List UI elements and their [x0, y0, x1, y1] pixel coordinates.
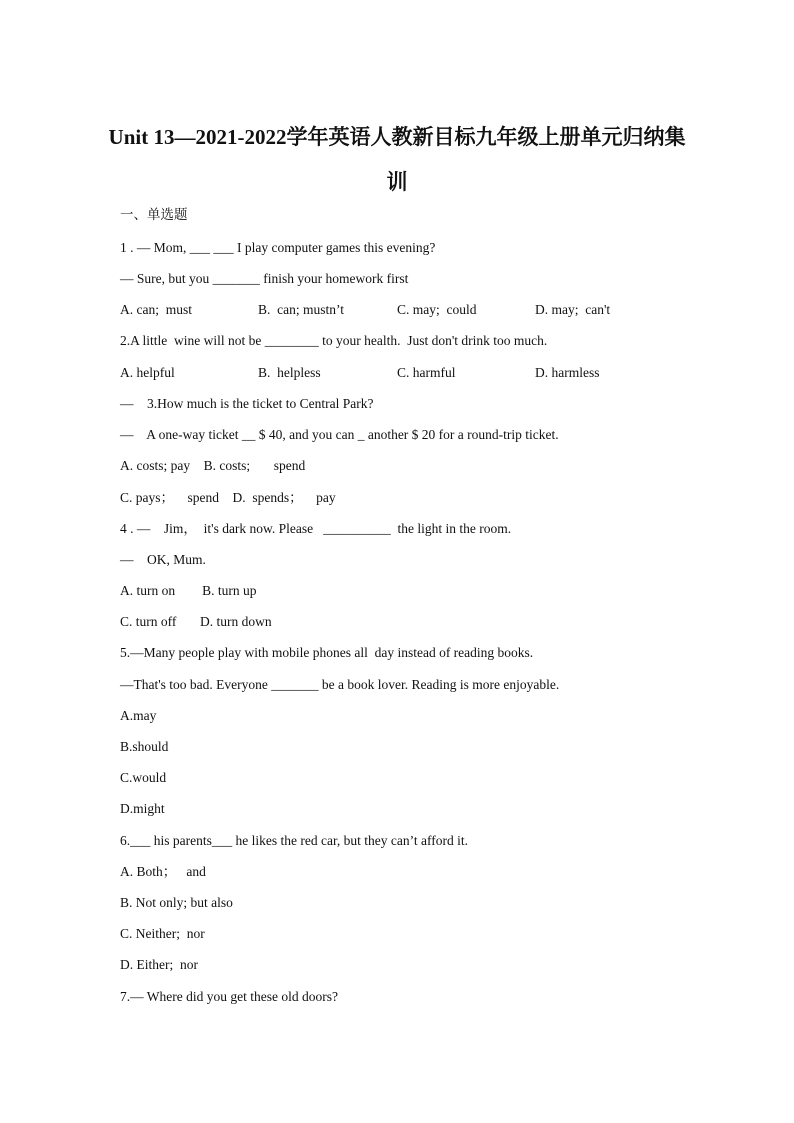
question-2-option-c: C. harmful	[397, 365, 456, 380]
question-1-option-a: A. can; must	[120, 302, 192, 317]
section-heading: 一、单选题	[120, 207, 188, 223]
question-3-reply: — A one-way ticket __ $ 40, and you can _ another $ 20 for a round-trip ticket.	[120, 427, 559, 442]
question-6-option-a: A. Both； and	[120, 864, 206, 879]
question-2-stem: 2.A little wine will not be ________ to your health. Just don't drink too much.	[120, 333, 548, 348]
question-4-stem: 4 . — Jim， it's dark now. Please __________ the light in the room.	[120, 521, 512, 536]
question-5-reply: —That's too bad. Everyone _______ be a book lover. Reading is more enjoyable.	[120, 677, 560, 692]
question-1-option-d: D. may; can't	[535, 302, 611, 317]
question-1-option-b: B. can; mustn’t	[258, 302, 344, 317]
question-2-option-a: A. helpful	[120, 365, 175, 380]
question-7-stem: 7.— Where did you get these old doors?	[120, 989, 338, 1004]
question-5-stem: 5.—Many people play with mobile phones all day instead of reading books.	[120, 645, 534, 660]
question-1-reply: — Sure, but you _______ finish your homework first	[120, 271, 409, 286]
question-4-reply: — OK, Mum.	[120, 552, 206, 567]
question-2-option-b: B. helpless	[258, 365, 321, 380]
question-6-stem: 6.___ his parents___ he likes the red car, but they can’t afford it.	[120, 833, 468, 848]
question-3-options-row-2: C. pays； spend D. spends； pay	[120, 490, 336, 505]
question-1-option-c: C. may; could	[397, 302, 477, 317]
question-4-options-row-2: C. turn off D. turn down	[120, 614, 272, 629]
question-5-option-b: B.should	[120, 739, 169, 754]
question-4-options-row-1: A. turn on B. turn up	[120, 583, 257, 598]
question-3-stem: — 3.How much is the ticket to Central Park?	[120, 396, 374, 411]
question-5-option-a: A.may	[120, 708, 157, 723]
question-2-option-d: D. harmless	[535, 365, 600, 380]
question-3-options-row-1: A. costs; pay B. costs; spend	[120, 458, 306, 473]
document-title-line-2: 训	[386, 170, 408, 194]
question-6-option-d: D. Either; nor	[120, 957, 198, 972]
question-5-option-d: D.might	[120, 801, 165, 816]
question-6-option-b: B. Not only; but also	[120, 895, 233, 910]
question-1-stem: 1 . — Mom, ___ ___ I play computer games this evening?	[120, 240, 436, 255]
question-6-option-c: C. Neither; nor	[120, 926, 205, 941]
question-5-option-c: C.would	[120, 770, 167, 785]
document-title-line-1: Unit 13—2021-2022学年英语人教新目标九年级上册单元归纳集	[108, 125, 686, 149]
